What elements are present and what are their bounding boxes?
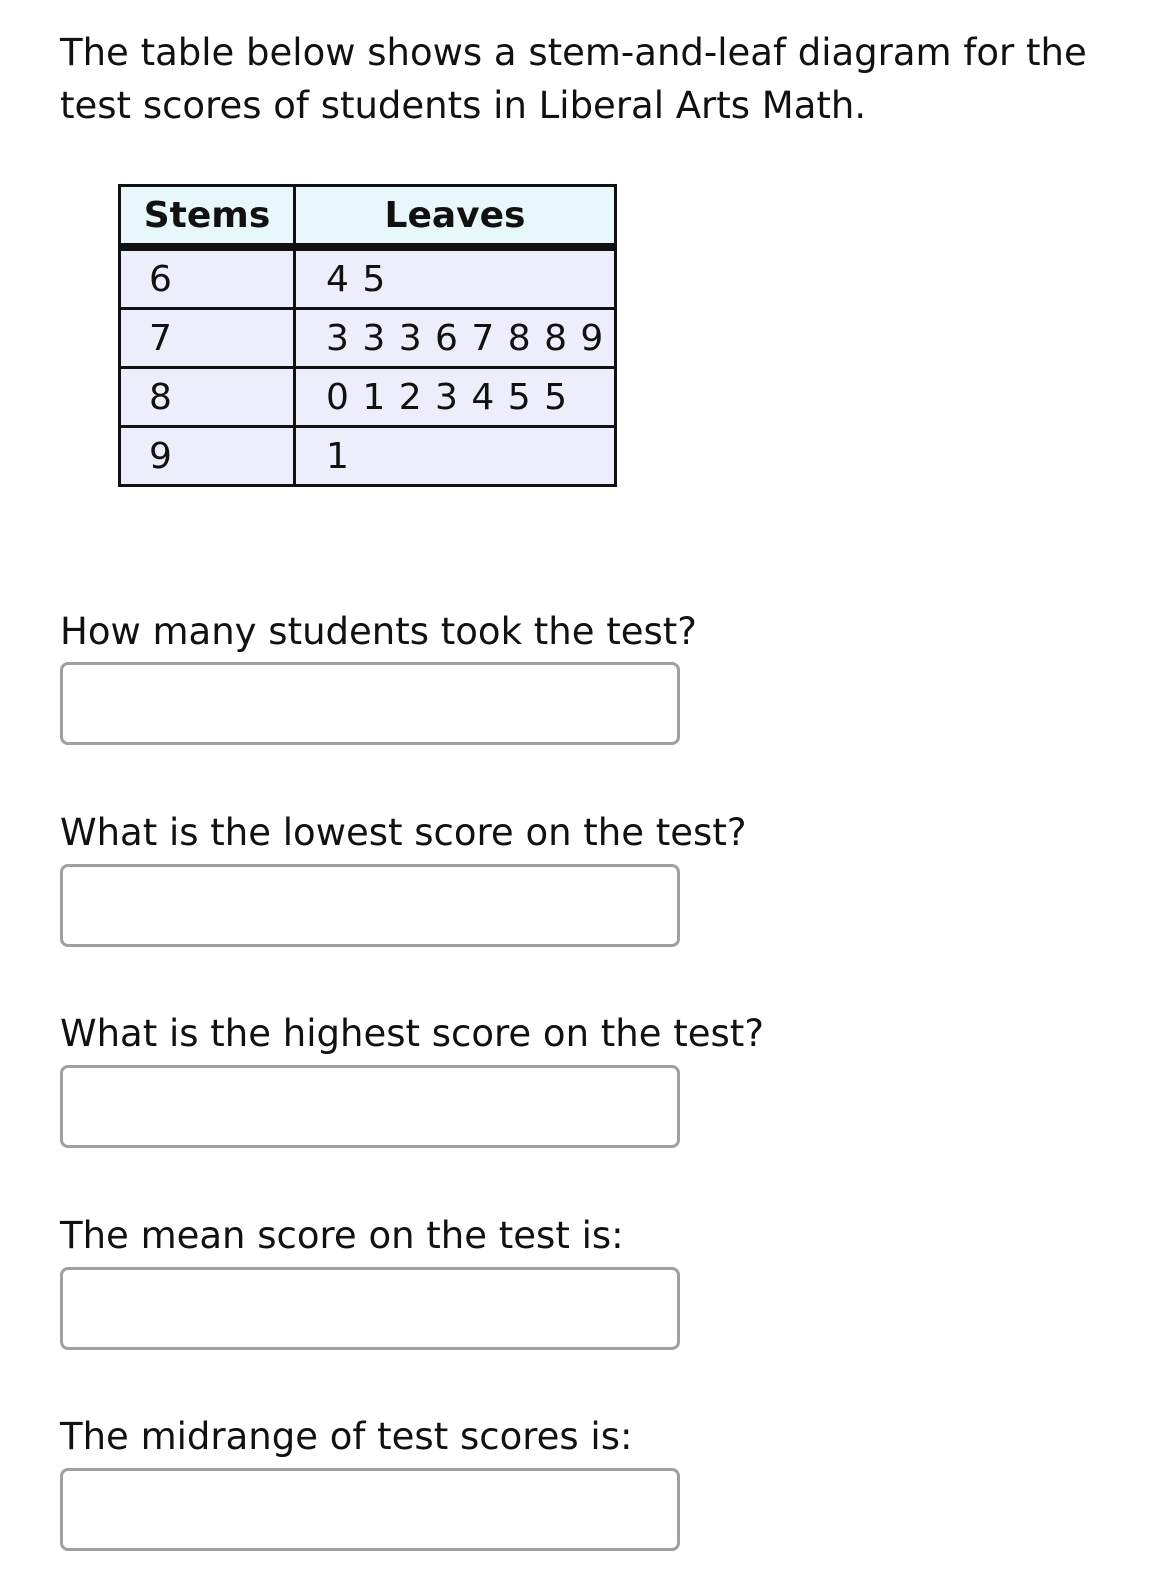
stem-and-leaf-table bbox=[118, 184, 617, 487]
question-lowest-score-label: What is the lowest score on the test? bbox=[60, 811, 747, 854]
leaves-cell: 4 5 bbox=[295, 247, 616, 309]
table-header-row bbox=[120, 186, 616, 248]
stem-cell: 8 bbox=[120, 368, 295, 427]
midrange-input[interactable] bbox=[60, 1468, 680, 1551]
leaves-cell: 1 bbox=[295, 427, 616, 486]
leaves-header: Leaves bbox=[295, 186, 616, 248]
table-row bbox=[120, 427, 616, 486]
mean-score-input[interactable] bbox=[60, 1267, 680, 1350]
stem-cell: 6 bbox=[120, 247, 295, 309]
highest-score-input[interactable] bbox=[60, 1065, 680, 1148]
question-student-count-label: How many students took the test? bbox=[60, 610, 697, 653]
stem-cell: 7 bbox=[120, 309, 295, 368]
table-row bbox=[120, 368, 616, 427]
lowest-score-input[interactable] bbox=[60, 864, 680, 947]
table-row bbox=[120, 309, 616, 368]
leaves-cell: 0 1 2 3 4 5 5 bbox=[295, 368, 616, 427]
question-midrange-label: The midrange of test scores is: bbox=[60, 1415, 633, 1458]
leaves-cell: 3 3 3 6 7 8 8 9 bbox=[295, 309, 616, 368]
table-row bbox=[120, 247, 616, 309]
question-mean-score-label: The mean score on the test is: bbox=[60, 1214, 624, 1257]
stem-cell: 9 bbox=[120, 427, 295, 486]
problem-intro: The table below shows a stem-and-leaf diagram for the test scores of students in Liberal Arts Math. bbox=[60, 31, 1087, 127]
stems-header: Stems bbox=[120, 186, 295, 248]
question-highest-score-label: What is the highest score on the test? bbox=[60, 1012, 764, 1055]
student-count-input[interactable] bbox=[60, 662, 680, 745]
